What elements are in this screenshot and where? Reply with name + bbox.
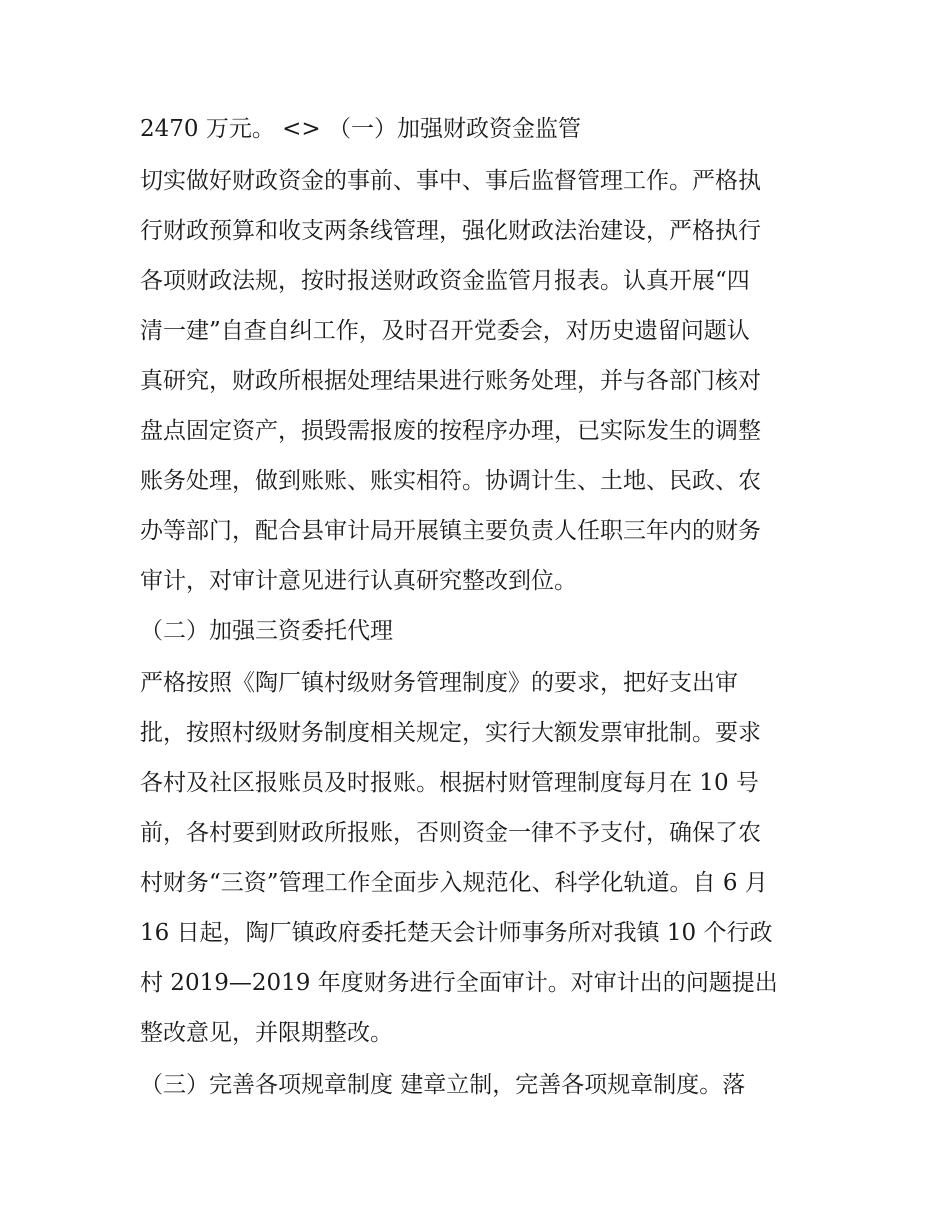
paragraph-line: 各村及社区报账员及时报账。根据村财管理制度每月在 10 号 (140, 770, 759, 796)
paragraph-line: 前，各村要到财政所报账，否则资金一律不予支付，确保了农 (140, 820, 761, 846)
paragraph-line: 审计，对审计意见进行认真研究整改到位。 (140, 568, 577, 594)
paragraph-line: 清一建”自查自纠工作，及时召开党委会，对历史遗留问题认 (140, 318, 750, 344)
paragraph-line: 行财政预算和收支两条线管理，强化财政法治建设，严格执行 (140, 218, 761, 244)
paragraph-line: 真研究，财政所根据处理结果进行账务处理，并与各部门核对 (140, 368, 761, 394)
heading-section-1: 2470 万元。 <> （一）加强财政资金监管 (140, 116, 582, 142)
paragraph-line: 切实做好财政资金的事前、事中、事后监督管理工作。严格执 (140, 168, 761, 194)
paragraph-line: 办等部门，配合县审计局开展镇主要负责人任职三年内的财务 (140, 518, 761, 544)
paragraph-line: 整改意见，并限期整改。 (140, 1020, 393, 1046)
paragraph-line: 16 日起，陶厂镇政府委托楚天会计师事务所对我镇 10 个行政 (140, 920, 773, 946)
paragraph-line: 村财务“三资”管理工作全面步入规范化、科学化轨道。自 6 月 (140, 870, 768, 896)
paragraph-line: 批，按照村级财务制度相关规定，实行大额发票审批制。要求 (140, 720, 761, 746)
heading-section-2: （二）加强三资委托代理 (140, 618, 393, 644)
paragraph-line: 账务处理，做到账账、账实相符。协调计生、土地、民政、农 (140, 468, 761, 494)
paragraph-line: 严格按照《陶厂镇村级财务管理制度》的要求，把好支出审 (140, 670, 738, 696)
paragraph-line: 各项财政法规，按时报送财政资金监管月报表。认真开展“四 (140, 268, 750, 294)
heading-section-3: （三）完善各项规章制度 建章立制，完善各项规章制度。落 (140, 1072, 746, 1098)
paragraph-line: 村 2019—2019 年度财务进行全面审计。对审计出的问题提出 (140, 970, 778, 996)
paragraph-line: 盘点固定资产，损毁需报废的按程序办理，已实际发生的调整 (140, 418, 761, 444)
